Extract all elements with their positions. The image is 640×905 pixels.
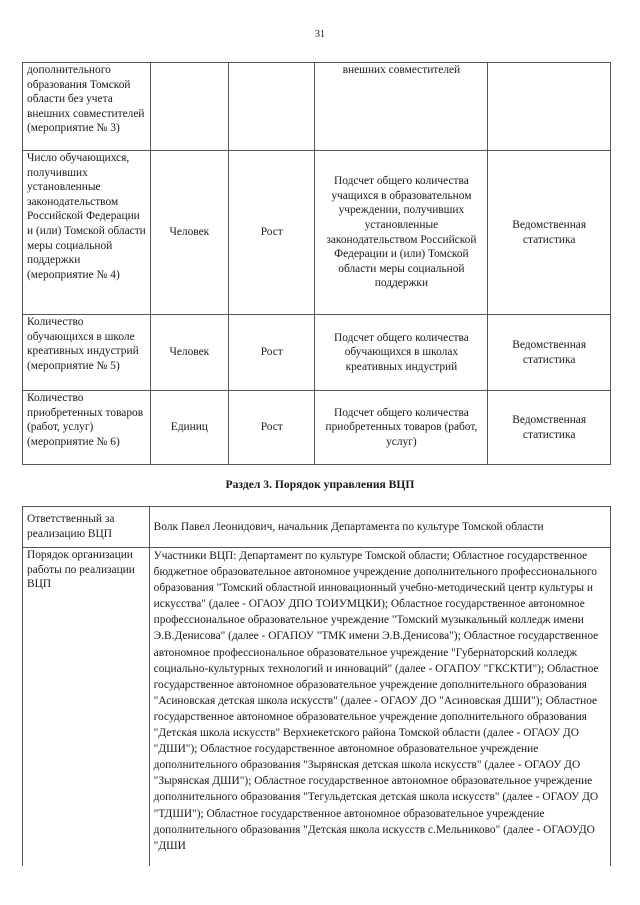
indicator-name: Количество обучающихся в школе креативных индустрий (мероприятие № 5) bbox=[23, 315, 151, 391]
indicator-direction: Рост bbox=[229, 151, 315, 315]
indicator-source bbox=[488, 63, 611, 151]
table-row bbox=[23, 315, 611, 391]
procedure-value: Участники ВЦП: Департамент по культуре Томской области; Областное государственное бюджетное образовательное автономное учреждение дополнительного профессионального образования "Томский областной инновационный учебно-методический центр культуры и искусства" (далее - ОГАОУ ДПО ТОИУМЦКИ); Областное государственное автономное профессиональное образовательное учреждение "Томский музыкальный колледж имени Э.В.Денисова" (далее - ОГАПОУ "ТМК имени Э.В.Денисова"); Областное государственное автономное профессиональное образовательное учреждение "Губернаторский колледж социально-культурных технологий и инноваций" (далее - ОГАПОУ "ГКСКТИ"); Областное государственное автономное образовательное учреждение дополнительного образования "Асиновская детская школа искусств" (далее - ОГАОУ ДО "Асиновская ДШИ"); Областное государственное автономное образовательное учреждение дополнительного образования "Детская школа искусств" Верхнекетского района Томской области (далее - ОГАОУ ДО "ДШИ"); Областное государственное автономное образовательное учреждение дополнительного образования "Зырянская детская школа искусств" (далее - ОГАОУ ДО "Зырянская ДШИ"); Областное государственное автономное образовательное учреждение дополнительного образования "Тегульдетская детская школа искусств" (далее - ОГАОУ ДО "ТДШИ"); Областное государственное автономное образовательное учреждение дополнительного образования "Детская школа искусств с.Мельниково" (далее - ОГАОУДО "ДШИ bbox=[149, 548, 610, 867]
responsible-label: Ответственный за реализацию ВЦП bbox=[23, 507, 150, 548]
indicator-table bbox=[22, 62, 611, 465]
page-number: 31 bbox=[315, 29, 325, 40]
management-table bbox=[22, 506, 611, 866]
indicator-method: Подсчет общего количества приобретенных товаров (работ, услуг) bbox=[315, 391, 488, 465]
indicator-method: Подсчет общего количества обучающихся в школах креативных индустрий bbox=[315, 315, 488, 391]
indicator-method: внешних совместителей bbox=[315, 63, 488, 151]
indicator-unit: Человек bbox=[150, 151, 228, 315]
indicator-name: Число обучающихся, получивших установленные законодательством Российской Федерации и (или) Томской области меры социальной поддержки (мероприятие № 4) bbox=[23, 151, 151, 315]
procedure-label: Порядок организации работы по реализации ВЦП bbox=[23, 548, 150, 867]
table-row bbox=[23, 548, 611, 867]
indicator-source: Ведомственная статистика bbox=[488, 391, 611, 465]
table-row bbox=[23, 391, 611, 465]
indicator-unit: Единиц bbox=[150, 391, 228, 465]
indicator-direction: Рост bbox=[229, 315, 315, 391]
indicator-unit: Человек bbox=[150, 315, 228, 391]
indicator-name: дополнительного образования Томской области без учета внешних совместителей (мероприятие № 3) bbox=[23, 63, 151, 151]
section-title: Раздел 3. Порядок управления ВЦП bbox=[225, 478, 415, 491]
indicator-unit bbox=[150, 63, 228, 151]
table-row bbox=[23, 63, 611, 151]
indicator-direction: Рост bbox=[229, 391, 315, 465]
indicator-source: Ведомственная статистика bbox=[488, 151, 611, 315]
table-row bbox=[23, 151, 611, 315]
indicator-direction bbox=[229, 63, 315, 151]
indicator-source: Ведомственная статистика bbox=[488, 315, 611, 391]
table-row bbox=[23, 507, 611, 548]
indicator-name: Количество приобретенных товаров (работ, услуг) (мероприятие № 6) bbox=[23, 391, 151, 465]
responsible-value: Волк Павел Леонидович, начальник Департамента по культуре Томской области bbox=[149, 507, 610, 548]
indicator-method: Подсчет общего количества учащихся в образовательном учреждении, получивших установленные законодательством Российской Федерации и (или) Томской области меры социальной поддержки bbox=[315, 151, 488, 315]
